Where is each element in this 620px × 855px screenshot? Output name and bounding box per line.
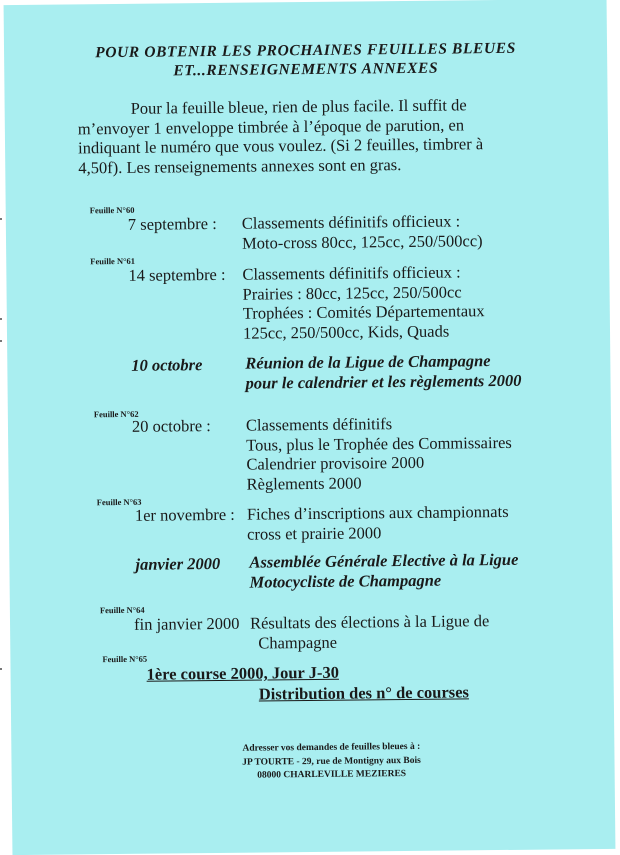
date-63: 1er novembre : <box>134 504 235 525</box>
intro-line: m’envoyer 1 enveloppe timbrée à l’époque de parution, en <box>77 114 465 138</box>
intro-line: indiquant le numéro que vous voulez. (Si 2 feuilles, timbrer à <box>77 134 484 158</box>
intro-paragraph <box>78 95 519 178</box>
event-date-1: 10 octobre <box>131 355 203 375</box>
description-line: Classements définitifs officieux : <box>241 211 461 233</box>
description-line: Trophées : Comités Départementaux <box>242 301 485 323</box>
event-line: Réunion de la Ligue de Champagne <box>245 351 491 373</box>
description-line: Classements définitifs officieux : <box>242 262 461 284</box>
sheet-label-62: Feuille N°62 <box>93 408 139 420</box>
description-line: Classements définitifs <box>245 414 393 435</box>
sheet-label-65: Feuille N°65 <box>102 653 148 665</box>
blue-sheet <box>4 0 616 855</box>
scan-mark <box>0 318 2 320</box>
event-line: Assemblée Générale Elective à la Ligue <box>249 549 519 572</box>
date-64: fin janvier 2000 <box>133 613 240 634</box>
race-number-distribution-line: Distribution des n° de courses <box>258 682 470 704</box>
scan-mark <box>0 218 2 220</box>
event-line: Motocycliste de Champagne <box>249 570 442 592</box>
description-line: Fiches d’inscriptions aux championnats <box>246 501 509 524</box>
sheet-label-60: Feuille N°60 <box>89 204 135 216</box>
description-line: Champagne <box>258 632 338 653</box>
description-line: 125cc, 250/500cc, Kids, Quads <box>242 321 450 343</box>
address-line: 08000 CHARLEVILLE MEZIERES <box>257 769 407 781</box>
description-line: Résultats des élections à la Ligue de <box>249 611 490 633</box>
first-race-line: 1ère course 2000, Jour J-30 <box>146 662 339 684</box>
event-description-1 <box>245 350 565 393</box>
page-title-line-1: POUR OBTENIR LES PROCHAINES FEUILLES BLEUES <box>95 39 516 62</box>
event-description-2 <box>249 549 569 592</box>
sheet-label-64: Feuille N°64 <box>99 604 145 616</box>
date-60: 7 septembre : <box>127 213 217 234</box>
description-line: Moto-cross 80cc, 125cc, 250/500cc) <box>241 230 483 253</box>
address-line: JP TOURTE - 29, rue de Montigny aux Bois <box>242 755 421 768</box>
scan-mark <box>0 668 2 670</box>
description-line: Prairies : 80cc, 125cc, 250/500cc <box>242 281 462 304</box>
event-date-2: janvier 2000 <box>135 553 221 574</box>
mailing-address <box>211 741 451 784</box>
intro-line: Pour la feuille bleue, rien de plus facile. Il suffit de <box>130 95 467 118</box>
description-61 <box>242 262 543 343</box>
description-line: cross et prairie 2000 <box>247 522 382 544</box>
scan-mark <box>0 340 2 342</box>
description-line: Tous, plus le Trophée des Commissaires <box>246 432 512 455</box>
description-line: Règlements 2000 <box>246 472 362 494</box>
intro-line: 4,50f). Les renseignements annexes sont en gras. <box>78 154 402 177</box>
page-title-line-2: ET...RENSEIGNEMENTS ANNEXES <box>173 59 439 80</box>
address-line: Adresser vos demandes de feuilles bleues à : <box>242 741 421 754</box>
description-63 <box>247 502 547 544</box>
description-line: Calendrier provisoire 2000 <box>246 452 425 474</box>
event-line: pour le calendrier et les règlements 2000 <box>245 370 522 393</box>
date-62: 20 octobre : <box>131 416 211 436</box>
description-64 <box>250 610 550 652</box>
description-60 <box>242 211 542 253</box>
sheet-label-63: Feuille N°63 <box>96 496 142 508</box>
description-62 <box>246 413 547 494</box>
date-61: 14 septembre : <box>128 264 226 285</box>
sheet-label-61: Feuille N°61 <box>90 255 136 267</box>
